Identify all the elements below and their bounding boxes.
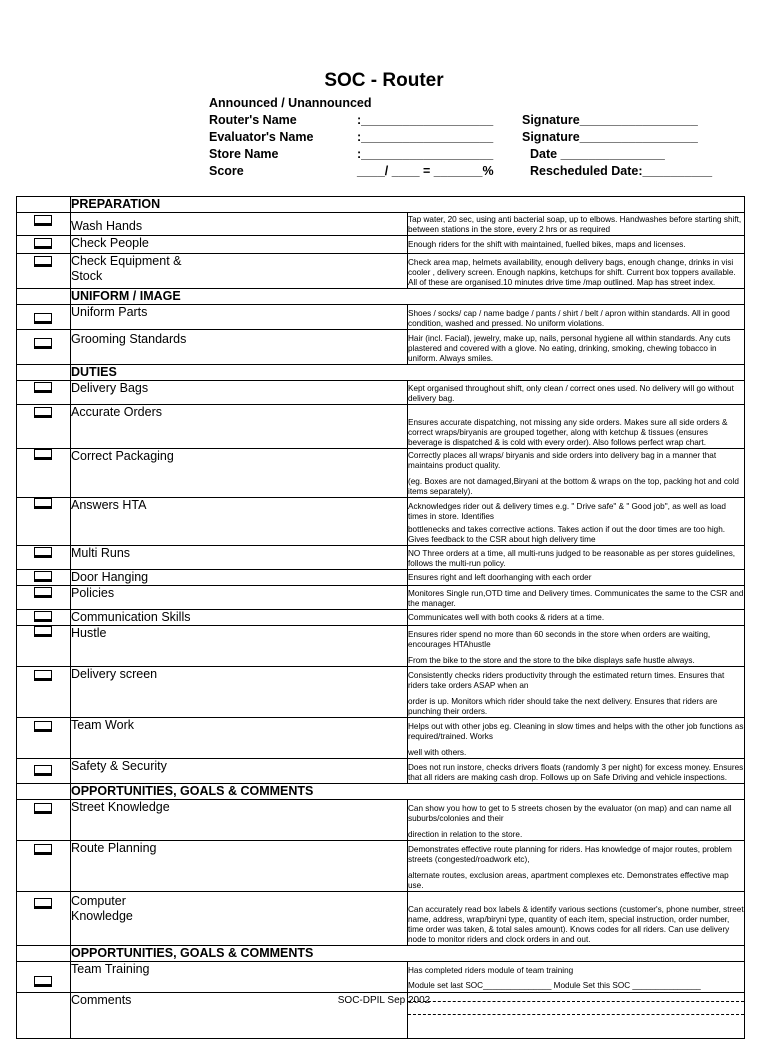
section-row	[17, 946, 745, 962]
signature-field-2[interactable]: Signature_________________	[522, 130, 698, 144]
item-description: NO Three orders at a time, all multi-runs judged to be reasonable as per stores guidelines, follows the multi-run policy.	[408, 546, 745, 570]
table-row	[17, 626, 745, 667]
evaluators-name-label: Evaluator's Name	[209, 130, 314, 144]
checkbox[interactable]	[34, 803, 52, 814]
item-description: Check area map, helmets availability, enough delivery bags, enough change, drinks in visi cooler , delivery screen. Enough napkins, ketchups for shift. Current box toppers available. All of these are organised.10 minutes drive time /map outlined. Map has street index.	[408, 254, 745, 289]
table-row	[17, 213, 745, 236]
checkbox[interactable]	[34, 626, 52, 637]
section-duties: DUTIES	[71, 365, 745, 381]
checkbox[interactable]	[34, 765, 52, 776]
item-description: Correctly places all wraps/ biryanis and side orders into delivery bag in a manner that maintains product quality. (eg. Boxes are not damaged,Biryani at the bottom & wraps on the top, packing hot and cold items separately).	[408, 449, 745, 498]
store-name-label: Store Name	[209, 147, 279, 161]
checkbox[interactable]	[34, 238, 52, 249]
table-row	[17, 305, 745, 330]
item-description: Can accurately read box labels & identify various sections (customer's, phone number, street name, address, wrap/biryni type, quantity of each item, special instruction, order number, time order was taken, & total sales amount). Knows codes for all riders. Can use delivery node to monitor riders and clock orders in and out.	[408, 892, 745, 946]
table-row	[17, 381, 745, 405]
item-description: Shoes / socks/ cap / name badge / pants / shirt / belt / apron within standards. All in good condition, washed and pressed. No uniform violations.	[408, 305, 745, 330]
comment-line	[408, 1014, 744, 1015]
table-row	[17, 759, 745, 784]
item-label: Policies	[71, 586, 408, 610]
checkbox[interactable]	[34, 256, 52, 267]
item-label: Route Planning	[71, 841, 408, 892]
checkbox[interactable]	[34, 547, 52, 558]
item-label: Hustle	[71, 626, 408, 667]
checkbox[interactable]	[34, 844, 52, 855]
checkbox[interactable]	[34, 313, 52, 324]
table-row	[17, 610, 745, 626]
item-description: Enough riders for the shift with maintained, fuelled bikes, maps and licenses.	[408, 236, 745, 254]
item-label: Accurate Orders	[71, 405, 408, 449]
item-label: Street Knowledge	[71, 800, 408, 841]
table-row	[17, 405, 745, 449]
section-preparation: PREPARATION	[71, 197, 745, 213]
checkbox[interactable]	[34, 215, 52, 226]
item-label: Safety & Security	[71, 759, 408, 784]
item-description: Monitores Single run,OTD time and Delivery times. Communicates the same to the CSR and the manager.	[408, 586, 745, 610]
item-description: Does not run instore, checks drivers floats (randomly 3 per night) for excess money. Ensures that all riders are making cash drop. Follows up on Safe Driving and vehicle inspections.	[408, 759, 745, 784]
item-label: Comments	[71, 993, 408, 1039]
section-row	[17, 197, 745, 213]
evaluators-name-field[interactable]: :___________________	[357, 130, 494, 144]
item-label: Team Work	[71, 718, 408, 759]
item-description: Has completed riders module of team training Module set last SOC_______________ Module Set this SOC _______________	[408, 962, 745, 993]
date-field[interactable]: Date _______________	[530, 147, 665, 161]
checkbox[interactable]	[34, 498, 52, 509]
table-row	[17, 667, 745, 718]
checkbox[interactable]	[34, 721, 52, 732]
table-row	[17, 330, 745, 365]
item-label: Uniform Parts	[71, 305, 408, 330]
checkbox[interactable]	[34, 611, 52, 622]
checkbox[interactable]	[34, 587, 52, 598]
item-label: Correct Packaging	[71, 449, 408, 498]
item-description: Acknowledges rider out & delivery times e.g. " Drive safe" & " Good job", as well as load times in store. Identifies bottlenecks and takes corrective actions. Takes action if out the door times are too high. Gives feedback to the CSR about high delivery time	[408, 498, 745, 546]
item-label: Communication Skills	[71, 610, 408, 626]
item-label: Team Training	[71, 962, 408, 993]
checkbox[interactable]	[34, 407, 52, 418]
checkbox[interactable]	[34, 382, 52, 393]
table-row	[17, 449, 745, 498]
item-label: Multi Runs	[71, 546, 408, 570]
item-description: Ensures rider spend no more than 60 seconds in the store when orders are waiting, encourages HTAhustle From the bike to the store and the store to the bike displays safe hustle always.	[408, 626, 745, 667]
table-row	[17, 254, 745, 289]
table-row	[17, 546, 745, 570]
checkbox[interactable]	[34, 670, 52, 681]
score-label: Score	[209, 164, 244, 178]
rescheduled-date-field[interactable]: Rescheduled Date:__________	[530, 164, 713, 178]
table-row	[17, 892, 745, 946]
item-description: Can show you how to get to 5 streets chosen by the evaluator (on map) and can name all suburbs/colonies and their direction in relation to the store.	[408, 800, 745, 841]
page-title: SOC - Router	[324, 70, 444, 91]
section-uniform: UNIFORM / IMAGE	[71, 289, 745, 305]
item-description: Demonstrates effective route planning for riders. Has knowledge of major routes, problem streets (congested/roadwork etc), alternate routes, exclusion areas, apartment complexes etc. Demonstrates effective map use.	[408, 841, 745, 892]
item-label: Delivery screen	[71, 667, 408, 718]
checkbox[interactable]	[34, 449, 52, 460]
item-label: Check Equipment & Stock	[71, 254, 408, 289]
item-description: Ensures accurate dispatching, not missing any side orders. Makes sure all side orders & correct wraps/biryanis are grouped together, along with ketchup & tissues (ensures beverage is dispatched & is cold with every order). Also follows perfect wrap chart.	[408, 405, 745, 449]
store-name-field[interactable]: :___________________	[357, 147, 494, 161]
item-label: Computer Knowledge	[71, 892, 408, 946]
item-description: Helps out with other jobs eg. Cleaning in slow times and helps with the other job functions as required/trained. Works well with others.	[408, 718, 745, 759]
item-label: Check People	[71, 236, 408, 254]
item-description: Kept organised throughout shift, only clean / correct ones used. No delivery will go without delivery bag.	[408, 381, 745, 405]
section-row	[17, 289, 745, 305]
section-row	[17, 365, 745, 381]
checkbox[interactable]	[34, 898, 52, 909]
section-opportunities-2: OPPORTUNITIES, GOALS & COMMENTS	[71, 946, 745, 962]
table-row	[17, 570, 745, 586]
section-row	[17, 784, 745, 800]
item-description: Consistently checks riders productivity through the estimated return times. Ensures that riders take orders ASAP when an order is up. Monitors which rider should take the next delivery. Ensures that riders are punching their orders.	[408, 667, 745, 718]
table-row	[17, 236, 745, 254]
table-row	[17, 586, 745, 610]
item-description: Tap water, 20 sec, using anti bacterial soap, up to elbows. Handwashes before starting shift, between stations in the store, every 2 hrs or as required	[408, 213, 745, 236]
score-field[interactable]: ____/ ____ = _______%	[357, 164, 494, 178]
routers-name-label: Router's Name	[209, 113, 297, 127]
evaluation-table	[16, 196, 745, 1039]
item-label: Answers HTA	[71, 498, 408, 546]
table-row	[17, 962, 745, 993]
section-opportunities-1: OPPORTUNITIES, GOALS & COMMENTS	[71, 784, 745, 800]
item-label: Wash Hands	[71, 213, 408, 236]
item-description: Ensures right and left doorhanging with each order	[408, 570, 745, 586]
table-row	[17, 841, 745, 892]
announced-label: Announced / Unannounced	[209, 96, 372, 110]
item-description: Hair (incl. Facial), jewelry, make up, nails, personal hygiene all within standards. Any cuts plastered and covered with a glove. No eating, drinking, smoking, chewing tobacco in uniform. Always smiles.	[408, 330, 745, 365]
table-row	[17, 800, 745, 841]
checkbox[interactable]	[34, 976, 52, 987]
item-label: Door Hanging	[71, 570, 408, 586]
signature-field-1[interactable]: Signature_________________	[522, 113, 698, 127]
item-description: Communicates well with both cooks & riders at a time.	[408, 610, 745, 626]
table-row	[17, 498, 745, 546]
item-label: Grooming Standards	[71, 330, 408, 365]
table-row	[17, 718, 745, 759]
routers-name-field[interactable]: :___________________	[357, 113, 494, 127]
footer-text: SOC-DPIL Sep 2002	[337, 995, 431, 1006]
item-label: Delivery Bags	[71, 381, 408, 405]
checkbox[interactable]	[34, 571, 52, 582]
checkbox[interactable]	[34, 338, 52, 349]
